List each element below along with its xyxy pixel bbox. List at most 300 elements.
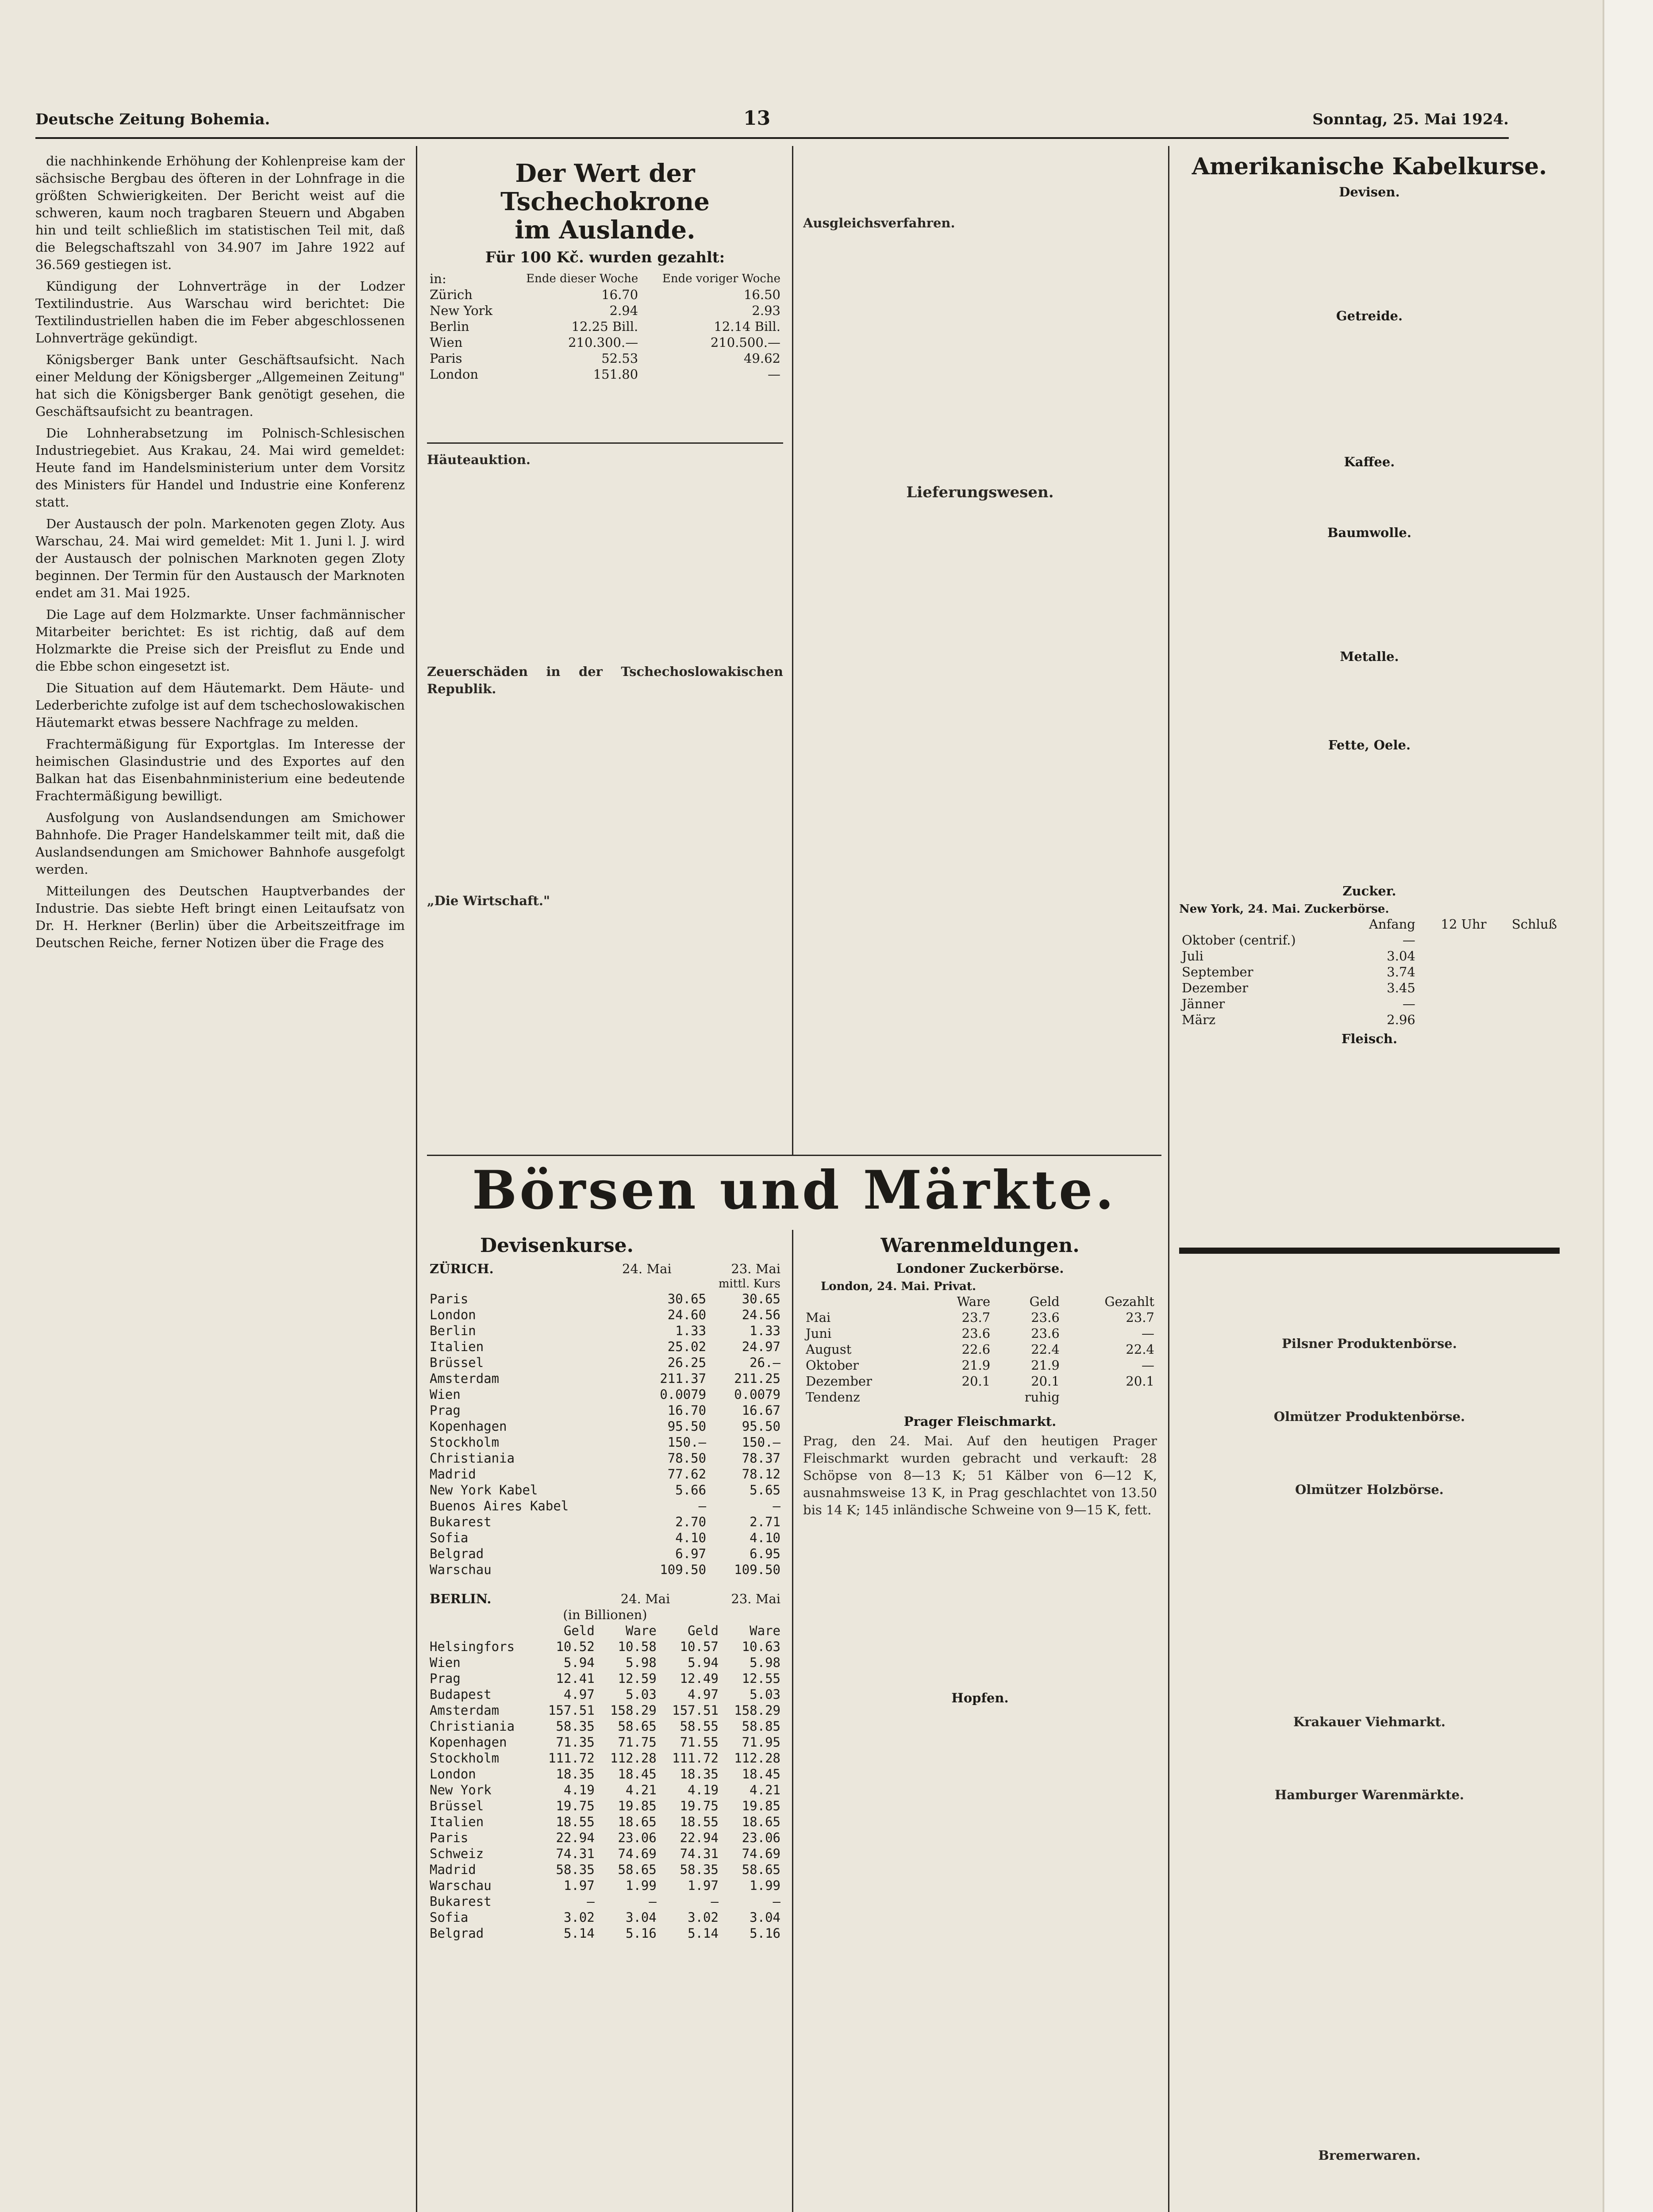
table-row [427, 1530, 783, 1546]
text-block [1179, 1429, 1560, 1478]
row-value: 112.28 [734, 1751, 780, 1766]
table-row [427, 1750, 783, 1766]
table-row [427, 1482, 783, 1498]
kabel-section: Baumwolle. [1327, 525, 1411, 540]
text-block [1179, 1356, 1560, 1405]
table-row [427, 1893, 783, 1909]
text-block [1179, 1265, 1560, 1332]
berlin-label: BERLIN. [430, 1591, 492, 1606]
table-row [1179, 964, 1560, 980]
section-heading: Olmützer Produktenbörse. [1273, 1409, 1465, 1424]
row-label: Stockholm [430, 1435, 500, 1450]
text-block [1179, 756, 1560, 880]
page-header [35, 107, 1509, 139]
row-value: 111.72 [672, 1751, 719, 1766]
row-value: 10.57 [680, 1639, 719, 1654]
row-label: Christiania [430, 1451, 515, 1466]
row-value: 58.35 [556, 1719, 595, 1734]
row-value: 6.95 [750, 1546, 780, 1561]
row-value: 6.97 [675, 1546, 707, 1561]
row-value: 4.10 [675, 1530, 707, 1545]
section-heading: Häuteauktion. [427, 452, 531, 467]
row-value: 112.28 [610, 1751, 657, 1766]
table-row [427, 1402, 783, 1418]
row-value: 58.65 [618, 1862, 657, 1877]
row-value: — [773, 1894, 780, 1909]
row-value: 20.1 [961, 1374, 991, 1389]
article-paragraph: Kündigung der Lohnverträge in der Lodzer Textilindustrie. Aus Warschau wird berichtet: Die Textilindustriellen haben die im Feber abgeschlossenen Lohnverträge gekündigt. [35, 279, 405, 346]
article-paragraph: Ausfolgung von Auslandsendungen am Smichower Bahnhofe. Die Prager Handelskammer teilt mit, daß die Auslandsendungen am Smichower Bahnhofe ausgefolgt werden. [35, 810, 405, 877]
table-row [427, 1339, 783, 1355]
row-value: 22.94 [680, 1830, 719, 1845]
table-row [427, 1418, 783, 1434]
row-label: Sofia [430, 1910, 469, 1925]
table-row [427, 1546, 783, 1562]
table-row [427, 1782, 783, 1798]
kabel-section: Zucker. [1342, 883, 1396, 899]
table-row [427, 1671, 783, 1686]
kabel-title: Amerikanische Kabelkurse. [1192, 153, 1547, 180]
row-value: 25.02 [667, 1339, 707, 1354]
row-label: Amsterdam [430, 1371, 500, 1386]
row-value: 3.04 [750, 1910, 780, 1925]
row-value: 5.94 [688, 1655, 719, 1670]
row-label: Madrid [430, 1862, 476, 1877]
city: Berlin [430, 319, 469, 334]
berlin-col-header [427, 1623, 783, 1639]
row-value: 10.63 [742, 1639, 780, 1654]
row-value: 12.41 [556, 1671, 595, 1686]
zucker-line: London, 24. Mai. Privat. [821, 1280, 976, 1293]
text-block [427, 698, 783, 892]
row-value: 74.31 [556, 1846, 595, 1861]
masthead-date: Sonntag, 25. Mai 1924. [1312, 111, 1509, 128]
table-row [427, 1718, 783, 1734]
row-label: August [806, 1342, 852, 1357]
row-value: 24.60 [667, 1307, 707, 1322]
section-heading: Ausgleichsverfahren. [803, 215, 955, 230]
row-value: 12.55 [742, 1671, 780, 1686]
row-value: 0.0079 [660, 1387, 707, 1402]
row-label: Belgrad [430, 1546, 484, 1561]
table-row [427, 1766, 783, 1782]
row-value: 23.6 [1031, 1326, 1060, 1341]
table-row [427, 1498, 783, 1514]
value: 52.53 [601, 351, 638, 366]
row-label: Jänner [1182, 996, 1225, 1011]
row-value: 16.70 [667, 1403, 707, 1418]
row-value: 10.58 [618, 1639, 657, 1654]
city: Zürich [430, 287, 473, 302]
page-number: 13 [743, 107, 771, 130]
row-value: 5.98 [626, 1655, 657, 1670]
table-row [427, 1734, 783, 1750]
row-label: New York Kabel [430, 1482, 538, 1498]
row-value: 19.85 [618, 1798, 657, 1813]
row-value: 16.67 [742, 1403, 780, 1418]
col: 12 Uhr [1441, 917, 1487, 932]
row-label: Madrid [430, 1467, 476, 1482]
row-value: — [587, 1894, 595, 1909]
table-row [427, 1686, 783, 1702]
row-label: Juni [806, 1326, 832, 1341]
article-paragraph: Der Austausch der poln. Markenoten gegen Zloty. Aus Warschau, 24. Mai wird gemeldet: Mit 1. Juni l. J. wird der Austausch der polnischen Marknoten gegen Zloty beginnen. Der Termin für den Austausch der Marknoten endet am 31. Mai 1925. [35, 516, 405, 600]
row-value: 22.6 [961, 1342, 991, 1357]
box-rule [427, 442, 783, 444]
article-paragraph: Die Situation auf dem Häutemarkt. Dem Häute- und Lederberichte zufolge ist auf dem tschechoslowakischen Häutemarkt etwas bessere Nachfrage zu melden. [35, 680, 405, 730]
table-row [803, 1310, 1157, 1325]
row-value: 12.59 [618, 1671, 657, 1686]
table-row [427, 1830, 783, 1846]
row-value: 74.69 [742, 1846, 780, 1861]
row-label: Stockholm [430, 1751, 500, 1766]
krone-value-box [427, 159, 783, 442]
row-value: 5.03 [626, 1687, 657, 1702]
zucker-header: New York, 24. Mai. Zuckerbörse. [1179, 902, 1389, 916]
berlin-rows [427, 1623, 783, 1941]
table-row [427, 1323, 783, 1339]
kabel-column [1179, 153, 1560, 1241]
text-block [1179, 668, 1560, 734]
row-value: 19.85 [742, 1798, 780, 1813]
value: — [768, 367, 780, 382]
row-value: 22.94 [556, 1830, 595, 1845]
col: Anfang [1369, 917, 1415, 932]
row-value: 4.19 [688, 1782, 719, 1797]
row-value: 5.14 [563, 1926, 595, 1941]
col-header: Ware [626, 1623, 657, 1638]
row-value: 74.69 [618, 1846, 657, 1861]
row-label: Amsterdam [430, 1703, 500, 1718]
text-block [427, 469, 783, 663]
table-row [427, 1702, 783, 1718]
page-edge [1603, 0, 1653, 2212]
table-row [1179, 996, 1560, 1012]
value: 2.94 [609, 303, 638, 318]
row-value [1062, 1389, 1157, 1405]
row-value: 58.85 [742, 1719, 780, 1734]
row-value: 111.72 [548, 1751, 595, 1766]
row-value: 18.35 [680, 1767, 719, 1782]
row-label: Prag [430, 1671, 461, 1686]
row-value: 2.96 [1387, 1012, 1415, 1027]
heavy-rule [1179, 1248, 1560, 1254]
row-label: Prag [430, 1403, 461, 1418]
berlin-date-2: 23. Mai [731, 1591, 780, 1606]
table-row [803, 1341, 1157, 1357]
text-block [803, 153, 1157, 215]
section-heading: Olmützer Holzbörse. [1295, 1482, 1444, 1497]
table-row [427, 1925, 783, 1941]
row-value: 58.55 [680, 1719, 719, 1734]
text-block [1179, 203, 1560, 305]
row-value: 58.35 [680, 1862, 719, 1877]
table-row [803, 1373, 1157, 1389]
kabel-zucker-table [1179, 916, 1560, 1028]
table-row [427, 303, 783, 319]
row-label: Buenos Aires Kabel [430, 1498, 569, 1513]
table-row [1179, 980, 1560, 996]
zurich-label: ZÜRICH. [430, 1261, 494, 1276]
value: 210.500.— [710, 335, 780, 350]
table-row [427, 1371, 783, 1386]
row-label: Schweiz [430, 1846, 484, 1861]
value: 151.80 [593, 367, 638, 382]
row-value: 5.03 [750, 1687, 780, 1702]
row-value: 23.7 [961, 1310, 991, 1325]
row-value: — [1402, 996, 1415, 1011]
row-label: Sofia [430, 1530, 469, 1545]
row-value: 30.65 [667, 1291, 707, 1306]
table-row [427, 1450, 783, 1466]
table-row [427, 1386, 783, 1402]
row-label: Oktober (centrif.) [1182, 933, 1296, 948]
column-rule [416, 146, 417, 2212]
row-label: Mai [806, 1310, 831, 1325]
row-value: 158.29 [734, 1703, 780, 1718]
kabel-section: Fleisch. [1341, 1031, 1398, 1046]
section-heading: „Die Wirtschaft." [427, 893, 550, 908]
row-value: 109.50 [660, 1562, 707, 1577]
row-label: Berlin [430, 1323, 476, 1338]
section-rule [427, 1155, 1161, 1156]
row-value: 77.62 [667, 1467, 707, 1482]
row-value: 78.50 [667, 1451, 707, 1466]
value: 210.300.— [568, 335, 638, 350]
zurich-date-1: 24. Mai [622, 1261, 672, 1276]
table-row [427, 1909, 783, 1925]
prager-fleisch-text: Prag, den 24. Mai. Auf den heutigen Prager Fleischmarkt wurden gebracht und verkauft: 28 Schöpse von 8—13 K; 51 Kälber von 6—12 K, ausnahmsweise 13 K, in Prag geschlachtet von 13.50 bis 14 K; 145 inländische Schweine von 9—15 K, fett. [803, 1433, 1157, 1517]
row-label: Bukarest [430, 1894, 492, 1909]
zurich-date-2: 23. Mai [731, 1261, 780, 1276]
zurich-mid: mittl. Kurs [718, 1277, 780, 1290]
col-header: Geld [563, 1623, 595, 1638]
waren-title: Warenmeldungen. [880, 1234, 1080, 1257]
section-heading: Krakauer Viehmarkt. [1293, 1714, 1445, 1729]
text-block [1179, 1734, 1560, 1783]
article-paragraph: Königsberger Bank unter Geschäftsaufsicht. Nach einer Meldung der Königsberger „Allgemeinen Zeitung" hat sich die Königsberger Bank genötigt gesehen, die Geschäftsaufsicht zu beantragen. [35, 352, 405, 419]
row-label: Budapest [430, 1687, 492, 1702]
col: Schluß [1511, 917, 1557, 932]
col-geld: Geld [1029, 1294, 1060, 1309]
row-value: 19.75 [680, 1798, 719, 1813]
row-label: London [430, 1307, 476, 1322]
text-block [1179, 327, 1560, 451]
text-block [803, 232, 1157, 480]
row-value: 5.65 [750, 1482, 780, 1498]
row-value: — [773, 1498, 780, 1513]
row-label: Tendenz [806, 1390, 860, 1405]
table-row [427, 1291, 783, 1307]
row-label: Brüssel [430, 1355, 484, 1370]
table-row [1179, 948, 1560, 964]
table-row [427, 334, 783, 350]
row-value: 5.16 [626, 1926, 657, 1941]
row-label: Paris [430, 1291, 469, 1306]
kabel-section: Kaffee. [1344, 454, 1395, 469]
row-value: 5.16 [750, 1926, 780, 1941]
row-value: 1.97 [688, 1878, 719, 1893]
row-value: 21.9 [1031, 1358, 1060, 1373]
row-value [926, 1389, 993, 1405]
row-value: 3.04 [626, 1910, 657, 1925]
city: Paris [430, 351, 462, 366]
row-value: 71.95 [742, 1735, 780, 1750]
row-value: 157.51 [672, 1703, 719, 1718]
hopfen-title: Hopfen. [951, 1690, 1009, 1705]
row-value: 20.1 [1031, 1374, 1060, 1389]
col-header: Ware [750, 1623, 780, 1638]
table-row [427, 1798, 783, 1814]
row-value: 21.9 [961, 1358, 991, 1373]
value: 12.14 Bill. [714, 319, 780, 334]
row-label: März [1182, 1012, 1216, 1027]
row-label: Paris [430, 1830, 469, 1845]
text-block [1179, 544, 1560, 645]
row-label: Kopenhagen [430, 1419, 507, 1434]
row-label: Bukarest [430, 1514, 492, 1529]
row-value: 95.50 [667, 1419, 707, 1434]
row-value: 20.1 [1126, 1374, 1154, 1389]
row-value: 1.99 [626, 1878, 657, 1893]
table-row [427, 1434, 783, 1450]
row-value: 23.6 [1031, 1310, 1060, 1325]
krone-col-in: in: [430, 271, 446, 286]
row-value: 18.65 [618, 1814, 657, 1829]
row-value: 109.50 [734, 1562, 780, 1577]
row-label: Dezember [806, 1374, 872, 1389]
row-value: 1.33 [675, 1323, 707, 1338]
row-value: 24.56 [742, 1307, 780, 1322]
kabel-section: Fette, Oele. [1328, 737, 1411, 753]
devisen-title: Devisenkurse. [480, 1234, 634, 1257]
row-value: 5.98 [750, 1655, 780, 1670]
row-value: 18.45 [742, 1767, 780, 1782]
row-value: 1.99 [750, 1878, 780, 1893]
markets-column [1179, 1265, 1560, 2212]
table-row [803, 1389, 1157, 1405]
row-value: 71.75 [618, 1735, 657, 1750]
left-column [35, 153, 405, 2212]
berlin-unit: (in Billionen) [563, 1607, 647, 1622]
table-row [427, 319, 783, 334]
row-value: 4.10 [750, 1530, 780, 1545]
table-row [427, 1562, 783, 1578]
table-row [427, 1878, 783, 1893]
table-row [803, 1357, 1157, 1373]
row-value: 78.37 [742, 1451, 780, 1466]
column-rule [1168, 146, 1169, 2212]
row-value: 23.06 [618, 1830, 657, 1845]
row-value: 30.65 [742, 1291, 780, 1306]
row-value: — [1142, 1358, 1154, 1373]
table-row [803, 1325, 1157, 1341]
row-label: Belgrad [430, 1926, 484, 1941]
value: 49.62 [743, 351, 780, 366]
article-paragraph: Die Lage auf dem Holzmarkte. Unser fachmännischer Mitarbeiter berichtet: Es ist richtig, daß auf dem Holzmarkte die Preise sich der Preisflut zu Ende und die Ebbe schon eingesetzt ist. [35, 607, 405, 674]
row-value: 4.21 [626, 1782, 657, 1797]
text-block [803, 1519, 1157, 1687]
krone-col-b: Ende voriger Woche [662, 272, 780, 285]
row-label: Oktober [806, 1358, 859, 1373]
table-row [427, 366, 783, 382]
row-value: 3.02 [563, 1910, 595, 1925]
table-row [427, 1639, 783, 1655]
row-label: New York [430, 1782, 492, 1797]
berlin-date-1: 24. Mai [620, 1591, 670, 1606]
row-label: Dezember [1182, 980, 1248, 995]
row-value: 3.45 [1387, 980, 1415, 995]
row-value: — [649, 1894, 657, 1909]
section-heading: Lieferungswesen. [906, 484, 1054, 501]
row-value: 18.45 [618, 1767, 657, 1782]
row-value: 2.71 [750, 1514, 780, 1529]
col-gezahlt: Gezahlt [1104, 1294, 1154, 1309]
article-paragraph: Die Lohnherabsetzung im Polnisch-Schlesischen Industriegebiet. Aus Krakau, 24. Mai wird gemeldet: Heute fand im Handelsministerium unter dem Vorsitz des Ministers für Handel und Industrie eine Konferenz statt. [35, 426, 405, 510]
row-value: 18.55 [680, 1814, 719, 1829]
table-row [427, 1514, 783, 1530]
zucker-title: Londoner Zuckerbörse. [896, 1261, 1064, 1276]
notices-column [427, 451, 783, 1141]
value: 2.93 [752, 303, 780, 318]
section-heading: Bremerwaren. [1318, 2148, 1421, 2163]
row-value: — [1402, 933, 1415, 948]
table-row [427, 1846, 783, 1862]
article-paragraph: die nachhinkende Erhöhung der Kohlenpreise kam der sächsische Bergbau des öfteren in der Lohnfrage in die größten Schwierigkeiten. Der Bericht weist auf die schweren, kaum noch tragbaren Steuern und Abgaben hin und teilt schließlich im statistischen Teil mit, daß die Belegschaftszahl von 34.907 im Jahre 1922 auf 36.569 gestiegen ist. [35, 154, 405, 272]
row-value: 22.4 [1126, 1342, 1154, 1357]
zurich-rows [427, 1291, 783, 1578]
text-block [1179, 473, 1560, 522]
row-value: 22.4 [1031, 1342, 1060, 1357]
row-value: 58.35 [556, 1862, 595, 1877]
column-rule [792, 146, 793, 1155]
text-block [1179, 1807, 1560, 2143]
zucker-table [803, 1294, 1157, 1405]
section-heading: Hamburger Warenmärkte. [1274, 1787, 1465, 1802]
table-row [427, 1814, 783, 1830]
row-value: 12.49 [680, 1671, 719, 1686]
city: New York [430, 303, 493, 318]
row-label: Wien [430, 1387, 461, 1402]
row-value: 211.25 [734, 1371, 780, 1386]
table-row [1179, 1012, 1560, 1028]
row-value: 4.97 [688, 1687, 719, 1702]
berlin-header [427, 1591, 783, 1623]
row-label: Warschau [430, 1878, 492, 1893]
row-label: Christiania [430, 1719, 515, 1734]
zurich-table [427, 1261, 783, 1291]
row-value: 26.— [750, 1355, 780, 1370]
row-value: 10.52 [556, 1639, 595, 1654]
row-value: 23.6 [961, 1326, 991, 1341]
row-label: London [430, 1767, 476, 1782]
row-value: 24.97 [742, 1339, 780, 1354]
row-label: Warschau [430, 1562, 492, 1577]
row-value: 0.0079 [734, 1387, 780, 1402]
section-heading: Pilsner Produktenbörse. [1282, 1336, 1457, 1351]
row-value: 18.55 [556, 1814, 595, 1829]
row-value: 158.29 [610, 1703, 657, 1718]
row-label: Italien [430, 1339, 484, 1354]
boersen-title: Börsen und Märkte. [472, 1159, 1117, 1221]
row-value: ruhig [1024, 1390, 1060, 1405]
row-label: Brüssel [430, 1798, 484, 1813]
table-row [1179, 932, 1560, 948]
row-value: 26.25 [667, 1355, 707, 1370]
row-value: 5.94 [563, 1655, 595, 1670]
row-label: Wien [430, 1655, 461, 1670]
table-row [427, 1655, 783, 1671]
